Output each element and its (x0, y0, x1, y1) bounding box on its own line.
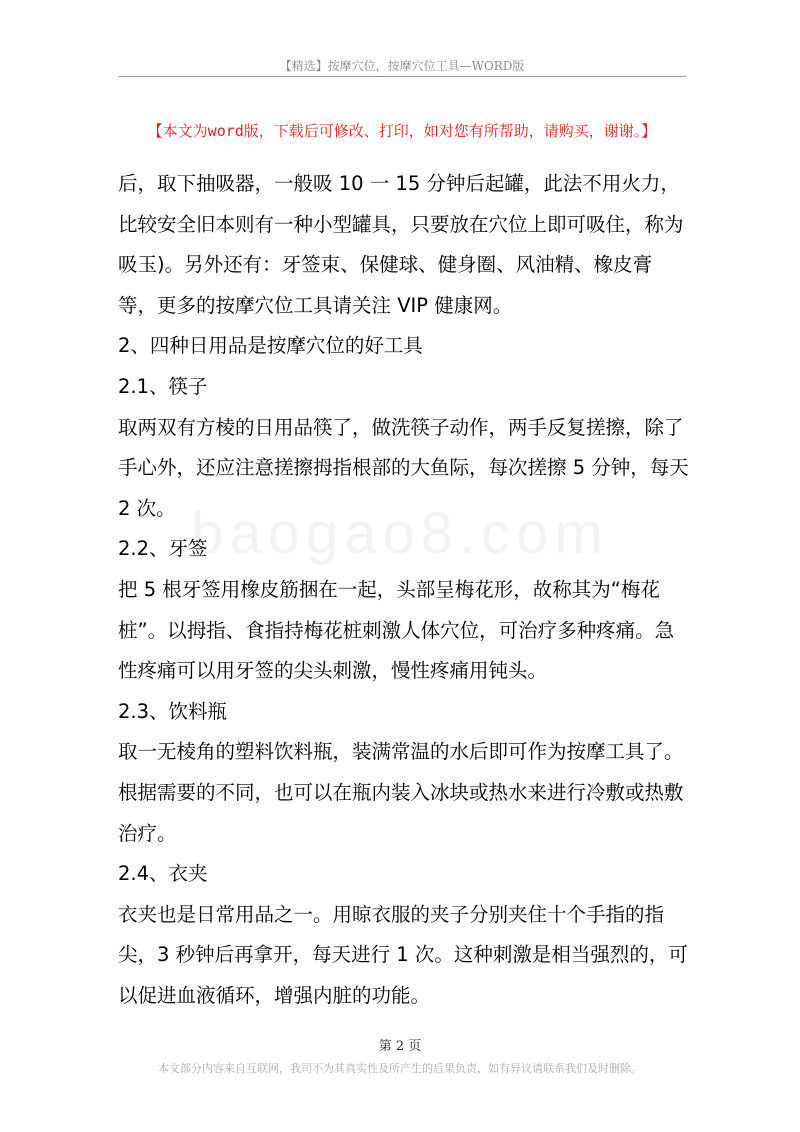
subsection-heading: 2.3、饮料瓶 (118, 699, 228, 723)
paragraph: 取两双有方棱的日用品筷了，做洗筷子动作，两手反复搓擦，除了手心外，还应注意搓擦拇指根部的大鱼际，每次搓擦 5 分钟，每天 2 次。 (118, 415, 689, 520)
notice-banner: 【本文为word版，下载后可修改、打印，如对您有所帮助，请购买，谢谢。】 (147, 122, 657, 140)
header-divider (118, 76, 686, 77)
subsection-heading: 2.1、筷子 (118, 374, 208, 398)
watermark: baogao8.com (191, 501, 609, 566)
page-footer: 本文部分内容来自互联网，我司不为其真实性及所产生的后果负责，如有异议请联系我们及时删除。 (158, 1062, 642, 1075)
subsection-heading: 2.2、牙签 (118, 537, 208, 561)
subsection-heading: 2.4、衣夹 (118, 862, 208, 886)
paragraph: 后，取下抽吸器，一般吸 10 一 15 分钟后起罐，此法不用火力，比较安全旧本则有一种小型罐具，只要放在穴位上即可吸住，称为吸玉)。另外还有：牙签束、保健球、健身圈、风油精、橡皮膏等，更多的按摩穴位工具请关注 VIP 健康网。 (118, 172, 684, 317)
paragraph: 取一无棱角的塑料饮料瓶，装满常温的水后即可作为按摩工具了。根据需要的不同，也可以在瓶内装入冰块或热水来进行冷敷或热敷治疗。 (118, 740, 684, 845)
paragraph: 衣夹也是日常用品之一。用晾衣服的夹子分别夹住十个手指的指尖，3 秒钟后再拿开，每天进行 1 次。这种刺激是相当强烈的，可以促进血液循环，增强内脏的功能。 (118, 902, 688, 1007)
page-header: 【精选】按摩穴位，按摩穴位工具—WORD版 (279, 59, 525, 73)
section-heading: 2、四种日用品是按摩穴位的好工具 (118, 334, 423, 358)
document-body (118, 164, 690, 1016)
page-number: 第 2 页 (378, 1039, 422, 1054)
paragraph: 把 5 根牙签用橡皮筋捆在一起，头部呈梅花形，故称其为“梅花桩”。以拇指、食指持梅花桩刺激人体穴位，可治疗多种疼痛。急性疼痛可以用牙签的尖头刺激，慢性疼痛用钝头。 (118, 577, 675, 683)
